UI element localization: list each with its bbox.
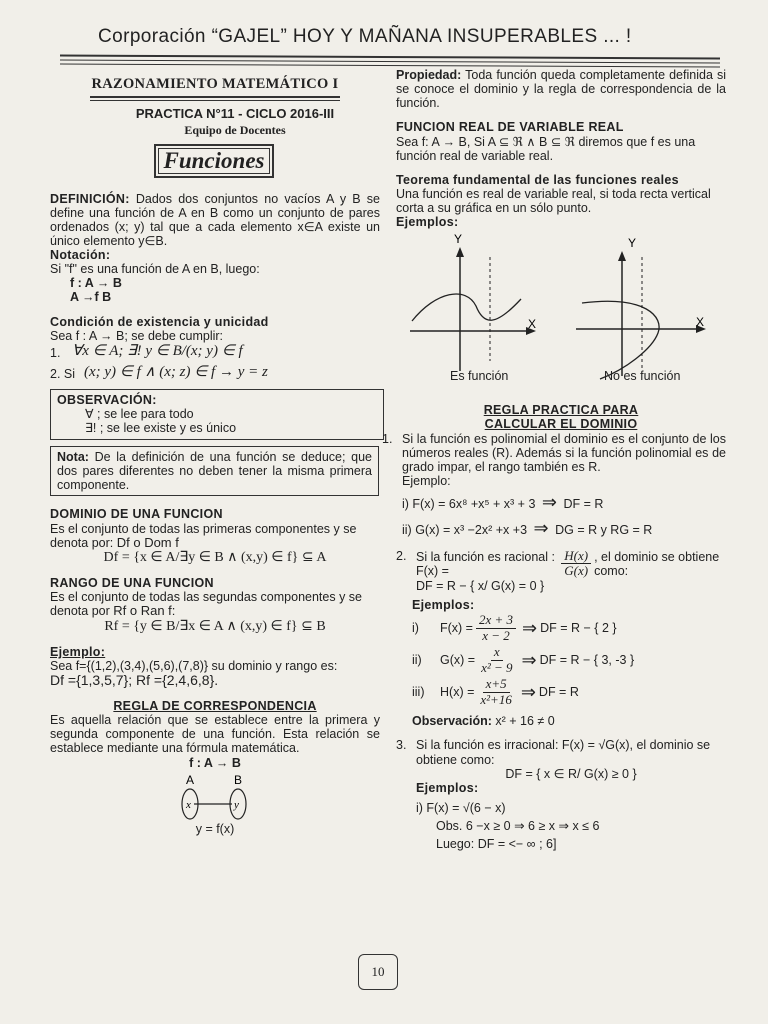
example-denominator: x²+16 — [480, 691, 512, 707]
rational-example-i — [396, 612, 726, 644]
rule-item-2-domain: DF = R − { x/ G(x) = 0 } — [416, 579, 545, 594]
rational-example-ii — [396, 644, 726, 676]
graph2-curve — [582, 302, 659, 380]
example-result: DF = R — [538, 685, 579, 700]
condition-1-formula: ∀x ∈ A; ∃! y ∈ B/(x; y) ∈ f — [72, 342, 243, 359]
definition-text: Dados dos conjuntos no vacíos A y B se define una función de A en B como un conjunto de pares ordenados (x; y) tal que a cada elemento x∈A existe un único elemento y∈B. — [50, 191, 380, 248]
header-rule — [60, 60, 720, 64]
diagram-label-b: B — [234, 772, 243, 787]
header-rule — [60, 55, 720, 60]
graph2-y-arrow — [618, 251, 626, 261]
diagram-label-a: A — [186, 772, 195, 787]
section-title-box: Funciones — [154, 144, 274, 178]
subject-title: RAZONAMIENTO MATEMÁTICO I — [91, 76, 339, 92]
rule-item-2-text-2: , el dominio se obtiene como: — [594, 549, 720, 578]
rule-item-2-number: 2. — [396, 548, 407, 563]
irrational-example-i: i) F(x) = √(6 − x) — [416, 800, 506, 815]
graph1-y-label: Y — [454, 232, 463, 247]
correspondence-label: REGLA DE CORRESPONDENCIA — [113, 699, 317, 714]
page-header: Corporación “GAJEL” HOY Y MAÑANA INSUPERABLES ... ! — [98, 26, 632, 47]
example-result: DF = R − { 3, -3 } — [539, 653, 635, 668]
example-numerator: x+5 — [483, 677, 510, 693]
definition-paragraph — [50, 192, 380, 249]
domain-formula: Df = {x ∈ A/∃y ∈ B ∧ (x,y) ∈ f} ⊆ A — [103, 550, 327, 566]
domain-text — [50, 522, 380, 551]
property-paragraph — [396, 68, 726, 110]
graph2-x-label: X — [696, 315, 705, 330]
note-label: Nota: — [57, 450, 89, 465]
example-result: Df ={1,3,5,7}; Rf ={2,4,6,8}. — [50, 672, 219, 689]
property-label: Propiedad: — [396, 68, 462, 82]
rule-item-2-intro — [416, 549, 726, 579]
graph-examples — [396, 231, 726, 384]
example-function: F(x) = — [440, 621, 473, 636]
rule-item-1-number: 1. — [382, 431, 393, 446]
example-denominator: x² − 9 — [481, 659, 513, 675]
example-denominator: x − 2 — [482, 627, 510, 643]
note-box — [50, 446, 379, 496]
example-label: i) — [412, 621, 419, 636]
graph1-x-label: X — [528, 317, 537, 332]
rule-item-1-text: Si la función es polinomial el dominio es el conjunto de los números reales (R). Además si la función polinomial es de grado impar, el rango también es R. — [402, 431, 726, 474]
rule-item-1-example-i — [402, 492, 726, 512]
rule-item-1-example-label: Ejemplo: — [402, 473, 451, 488]
rule-item-3-examples-label: Ejemplos: — [416, 780, 479, 795]
right-column — [382, 68, 726, 852]
rule-item-2-text: Si la función es racional : F(x) = — [416, 549, 555, 578]
examples-label: Ejemplos: — [396, 215, 459, 230]
theorem-label: Teorema fundamental de las funciones reales — [396, 172, 679, 187]
example-i-formula: i) F(x) = 6x⁸ +x⁵ + x³ + 3 — [402, 497, 536, 511]
observation-label: OBSERVACIÓN: — [57, 392, 157, 407]
condition-text: Sea f : A → B; se debe cumplir: — [50, 328, 224, 343]
domain-text-2: Df o Dom f — [116, 534, 179, 550]
example-function: H(x) = — [440, 685, 475, 700]
range-formula: Rf = {y ∈ B/∃x ∈ A ∧ (x,y) ∈ f} ⊆ B — [104, 619, 326, 635]
notation-formula-1: f : A → B — [70, 276, 122, 291]
correspondence-y: y = f(x) — [195, 821, 235, 836]
diagram-label-x: x — [186, 798, 191, 811]
range-text-2: Rf o Ran f: — [113, 603, 176, 619]
example-ii-formula: ii) G(x) = x³ −2x² +x +3 — [402, 523, 528, 538]
observation-text: x² + 16 ≠ 0 — [491, 714, 555, 729]
rule-title-2: CALCULAR EL DOMINIO — [484, 417, 638, 432]
range-text — [50, 590, 380, 619]
real-function-label: FUNCION REAL DE VARIABLE REAL — [396, 120, 624, 135]
irrational-result: Luego: DF = <− ∞ ; 6] — [436, 837, 557, 852]
notation-label: Notación: — [50, 248, 111, 263]
condition-2 — [50, 364, 380, 381]
rational-observation — [396, 714, 726, 728]
example-ii-result: DG = R y RG = R — [555, 523, 653, 538]
graph2-label: No es función — [604, 369, 681, 384]
graph2-y-label: Y — [628, 236, 637, 251]
observation-line-1: ∀ ; se lee para todo — [85, 406, 194, 421]
example-numerator: x — [491, 645, 503, 661]
implies-arrow: ⇒ — [541, 492, 557, 512]
graph1-y-arrow — [456, 247, 464, 257]
practice-title: PRACTICA N°11 - CICLO 2016-III — [135, 106, 335, 122]
page-number: 10 — [358, 954, 398, 990]
rule-item-1-example-ii — [402, 518, 726, 538]
rule-title-1: REGLA PRACTICA PARA — [483, 403, 639, 418]
example-label: Ejemplo: — [50, 644, 106, 659]
condition-label: Condición de existencia y unicidad — [50, 314, 269, 329]
correspondence-text: Es aquella relación que se establece entre la primera y segunda componente de una función. Esta relación se establece mediante una fórmula matemática. — [50, 713, 380, 756]
notation-text: Si "f" es una función de A en B, luego: — [50, 262, 260, 277]
observation-box — [50, 389, 384, 440]
rule-item-3-text: Si la función es irracional: F(x) = √G(x), el dominio se obtiene como: — [416, 738, 711, 767]
implies-arrow: ⇒ — [522, 618, 538, 639]
example-function: G(x) = — [440, 653, 476, 668]
condition-1-number: 1. — [50, 345, 61, 360]
condition-1 — [50, 343, 380, 360]
correspondence-diagram — [170, 772, 260, 822]
condition-2-formula: (x; y) ∈ f ∧ (x; z) ∈ f → y = z — [84, 363, 268, 380]
rule-item-3 — [396, 738, 726, 851]
example-i-result: DF = R — [563, 497, 604, 511]
graphs-svg — [396, 231, 726, 384]
example-label: iii) — [412, 685, 425, 700]
correspondence-formula: f : A → B — [189, 755, 241, 770]
irrational-observation: Obs. 6 −x ≥ 0 ⇒ 6 ≥ x ⇒ x ≤ 6 — [436, 819, 600, 834]
subject-rule — [90, 100, 340, 101]
rule-item-2-examples-label: Ejemplos: — [412, 598, 475, 613]
diagram-label-y: y — [234, 798, 239, 811]
theorem-text: Una función es real de variable real, si toda recta vertical corta a su gráfica en un sólo punto. — [396, 186, 711, 215]
implies-arrow: ⇒ — [521, 650, 537, 671]
rational-denominator: G(x) — [564, 563, 589, 579]
rational-numerator: H(x) — [561, 549, 591, 565]
observation-line-2: ∃! ; se lee existe y es único — [85, 420, 237, 435]
range-text-1: Es el conjunto de todas las segundas componentes y se denota por — [50, 590, 363, 619]
team-label: Equipo de Docentes — [184, 123, 286, 138]
rule-item-3-domain: DF = { x ∈ R/ G(x) ≥ 0 } — [505, 766, 637, 781]
implies-arrow: ⇒ — [520, 682, 536, 703]
example-numerator: 2x + 3 — [476, 613, 516, 629]
notation-formula-2: A →f B — [70, 290, 112, 305]
implies-arrow: ⇒ — [533, 518, 549, 539]
real-function-text: Sea f: A → B, Si A ⊆ ℜ ∧ B ⊆ ℜ diremos que f es una función real de variable real. — [396, 134, 696, 163]
graph1-label: Es función — [450, 369, 509, 384]
example-result: DF = R − { 2 } — [540, 621, 617, 636]
note-text: De la definición de una función se deduce; que dos pares diferentes no deben tener la misma primera componente. — [57, 450, 372, 493]
example-label: ii) — [412, 653, 422, 668]
left-column — [50, 72, 380, 836]
condition-2-number: 2. Si — [50, 366, 76, 381]
rule-item-3-number: 3. — [396, 738, 407, 753]
header-rule — [60, 64, 720, 68]
example-text: Sea f={(1,2),(3,4),(5,6),(7,8)} su dominio y rango es: — [50, 659, 338, 674]
subject-rule — [90, 96, 340, 98]
graph1-curve — [412, 294, 521, 321]
domain-label: DOMINIO DE UNA FUNCION — [50, 507, 223, 522]
property-text: Toda función queda completamente definida si se conoce el dominio y la regla de correspondencia de la función. — [396, 68, 726, 111]
rule-item-1 — [382, 432, 726, 539]
rule-item-2 — [396, 549, 726, 594]
domain-text-1: Es el conjunto de todas las primeras componentes y se denota por: — [50, 521, 357, 550]
rational-fraction — [561, 549, 591, 579]
range-label: RANGO DE UNA FUNCION — [50, 576, 214, 591]
definition-label: DEFINICIÓN: — [50, 191, 130, 206]
rational-example-iii — [396, 676, 726, 708]
observation-label: Observación: — [412, 714, 492, 729]
